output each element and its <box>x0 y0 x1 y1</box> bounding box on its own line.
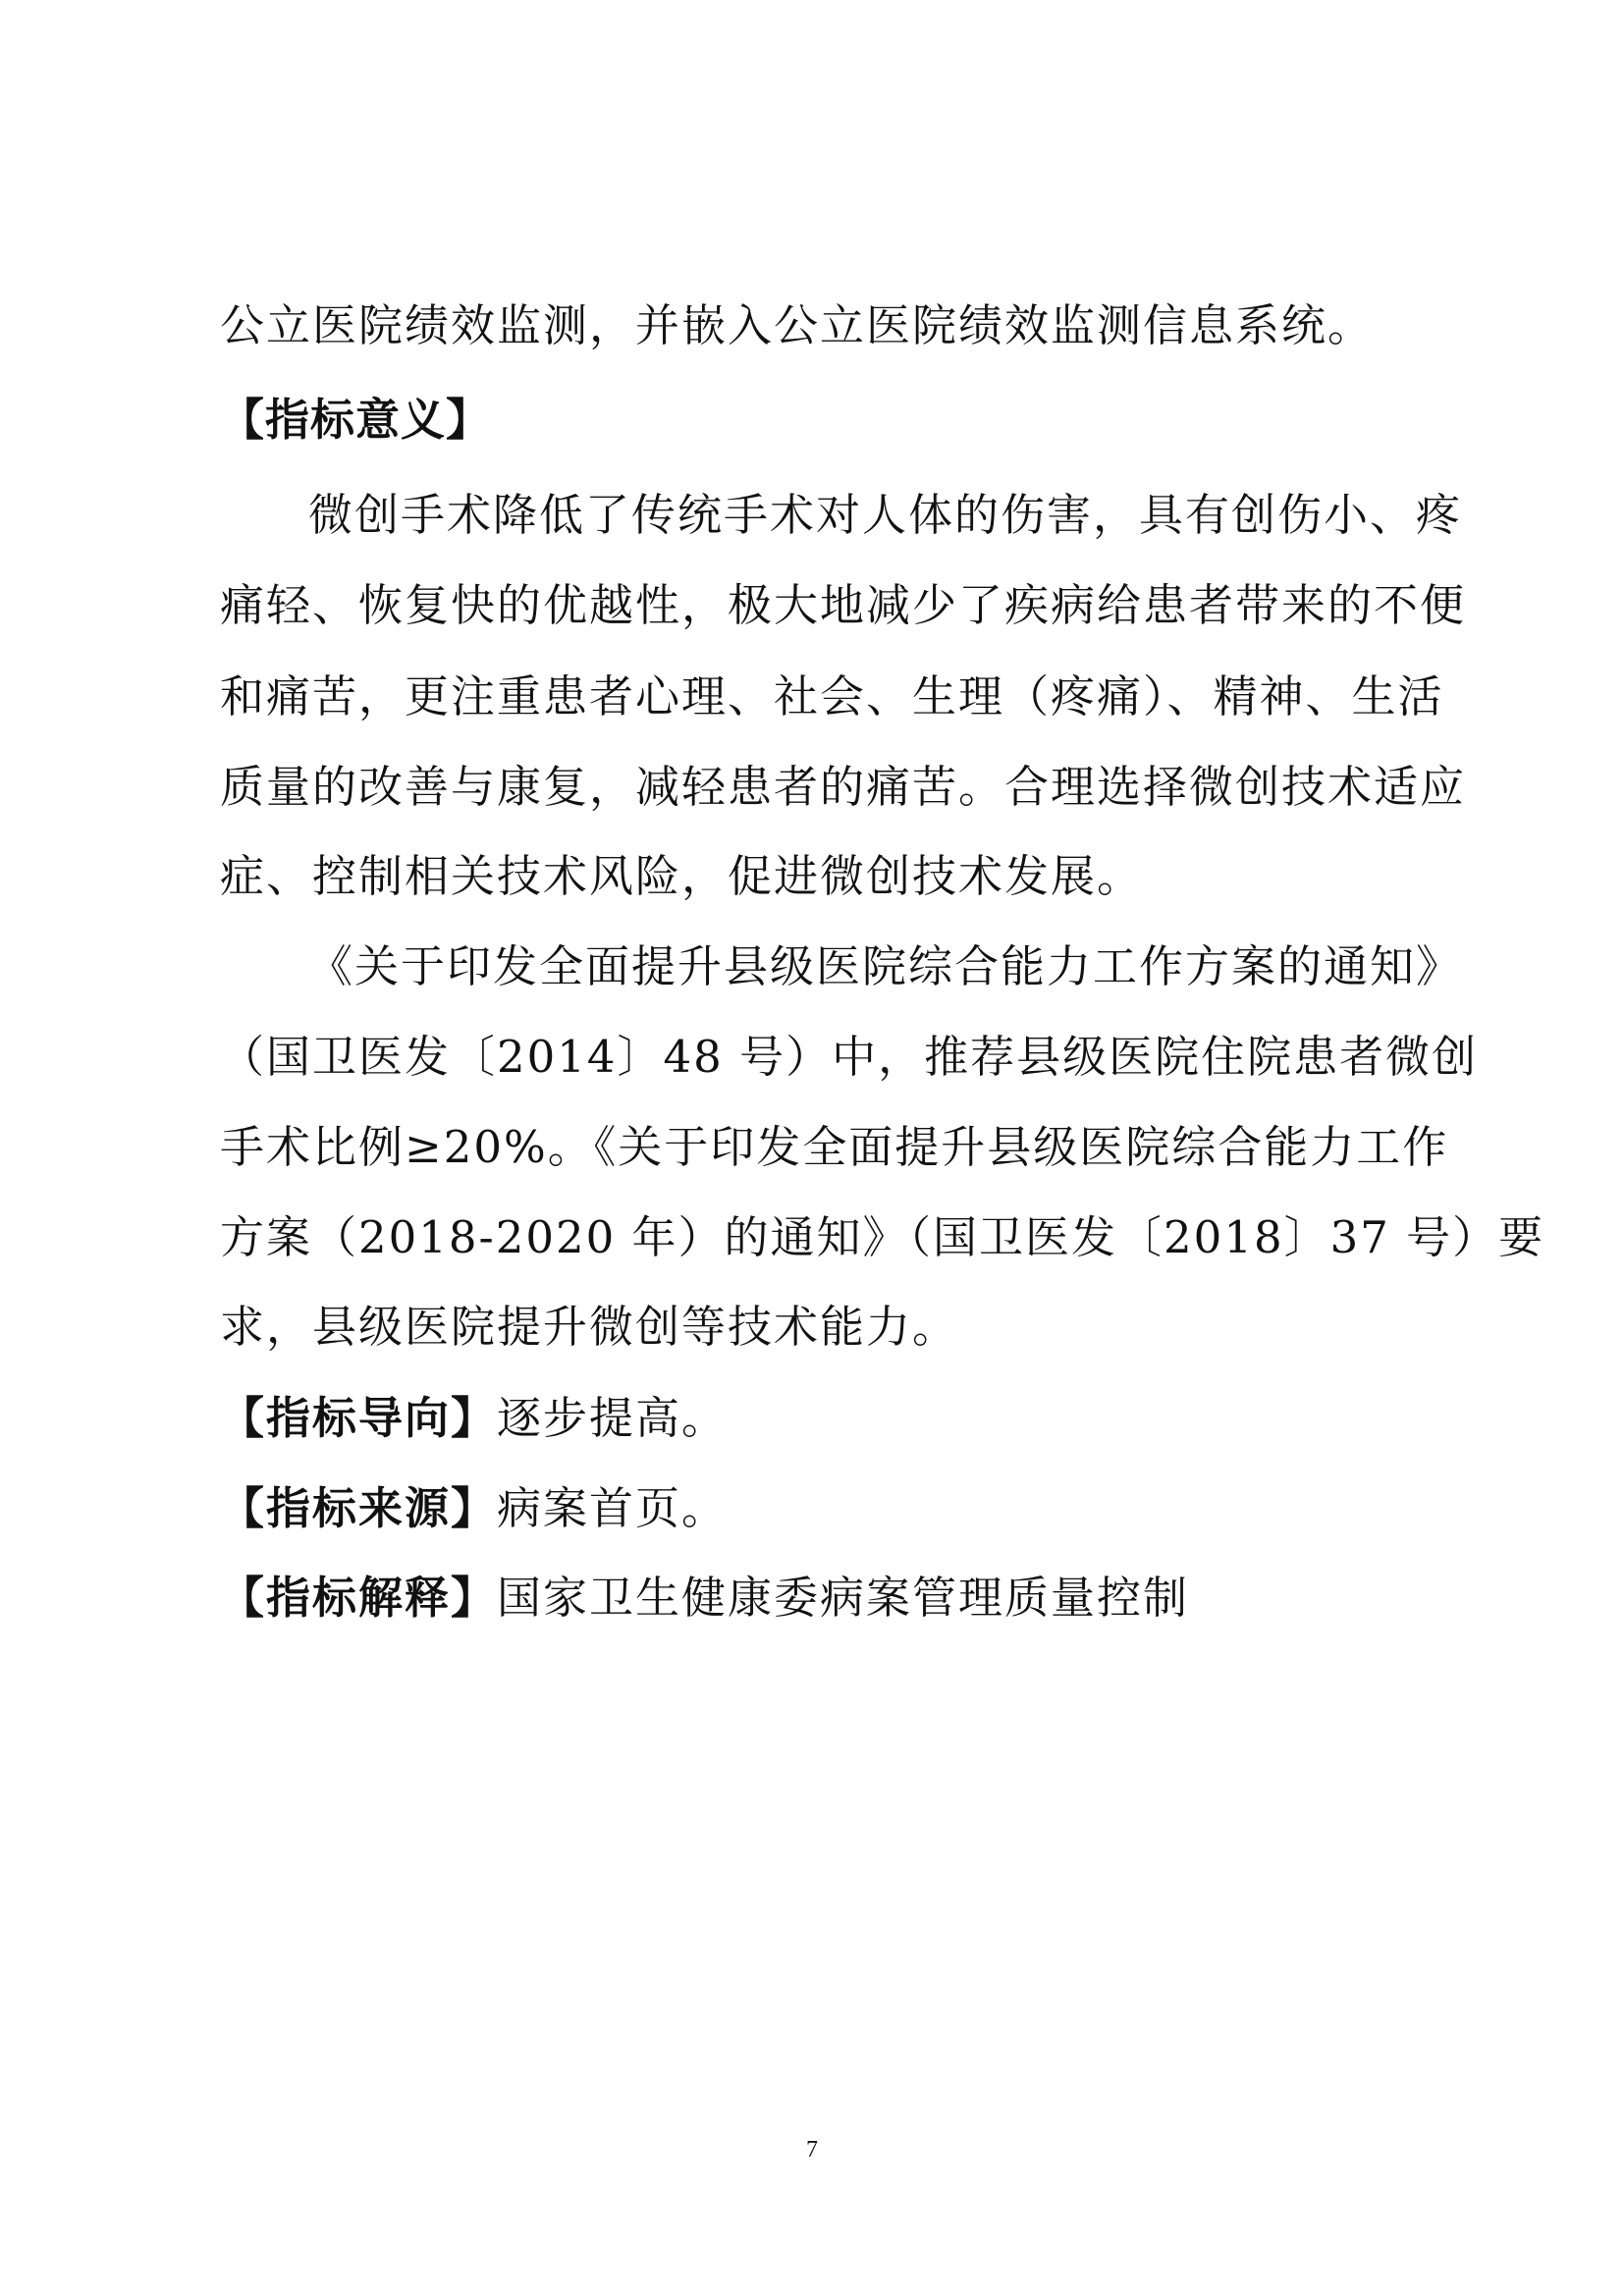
significance-paragraph-line-1: 微创手术降低了传统手术对人体的伤害，具有创伤小、疼 <box>308 489 1463 541</box>
significance-paragraph-line-4: 质量的改善与康复，减轻患者的痛苦。合理选择微创技术适应 <box>220 761 1467 813</box>
source-row <box>220 1479 1408 1538</box>
source-text: 病案首页。 <box>497 1482 729 1534</box>
section-heading-significance: 【指标意义】 <box>220 394 492 446</box>
source-label: 【指标来源】 <box>220 1482 498 1534</box>
page-number: 7 <box>806 2137 818 2163</box>
policy-paragraph-line-3: 手术比例≥20%。《关于印发全面提升县级医院综合能力工作 <box>220 1121 1449 1173</box>
policy-paragraph-line-1: 《关于印发全面提升县级医院综合能力工作方案的通知》 <box>308 940 1463 992</box>
significance-paragraph-line-5: 症、控制相关技术风险，促进微创技术发展。 <box>220 850 1144 902</box>
policy-paragraph-line-2: （国卫医发〔2014〕48 号）中，推荐县级医院住院患者微创 <box>220 1031 1479 1083</box>
policy-paragraph-line-5: 求，县级医院提升微创等技术能力。 <box>220 1301 959 1353</box>
explanation-text: 国家卫生健康委病案管理质量控制 <box>497 1572 1190 1624</box>
significance-paragraph-line-3: 和痛苦，更注重患者心理、社会、生理（疼痛）、精神、生活 <box>220 670 1444 722</box>
text-line-1: 公立医院绩效监测，并嵌入公立医院绩效监测信息系统。 <box>220 299 1375 351</box>
significance-paragraph-line-2: 痛轻、恢复快的优越性，极大地减少了疾病给患者带来的不便 <box>220 579 1467 631</box>
policy-paragraph-line-4: 方案（2018-2020 年）的通知》（国卫医发〔2018〕37 号）要 <box>220 1211 1545 1263</box>
orientation-text: 逐步提高。 <box>497 1392 729 1444</box>
orientation-label: 【指标导向】 <box>220 1392 498 1444</box>
explanation-row <box>220 1569 1408 1628</box>
explanation-label: 【指标解释】 <box>220 1572 498 1624</box>
orientation-row <box>220 1389 1408 1448</box>
